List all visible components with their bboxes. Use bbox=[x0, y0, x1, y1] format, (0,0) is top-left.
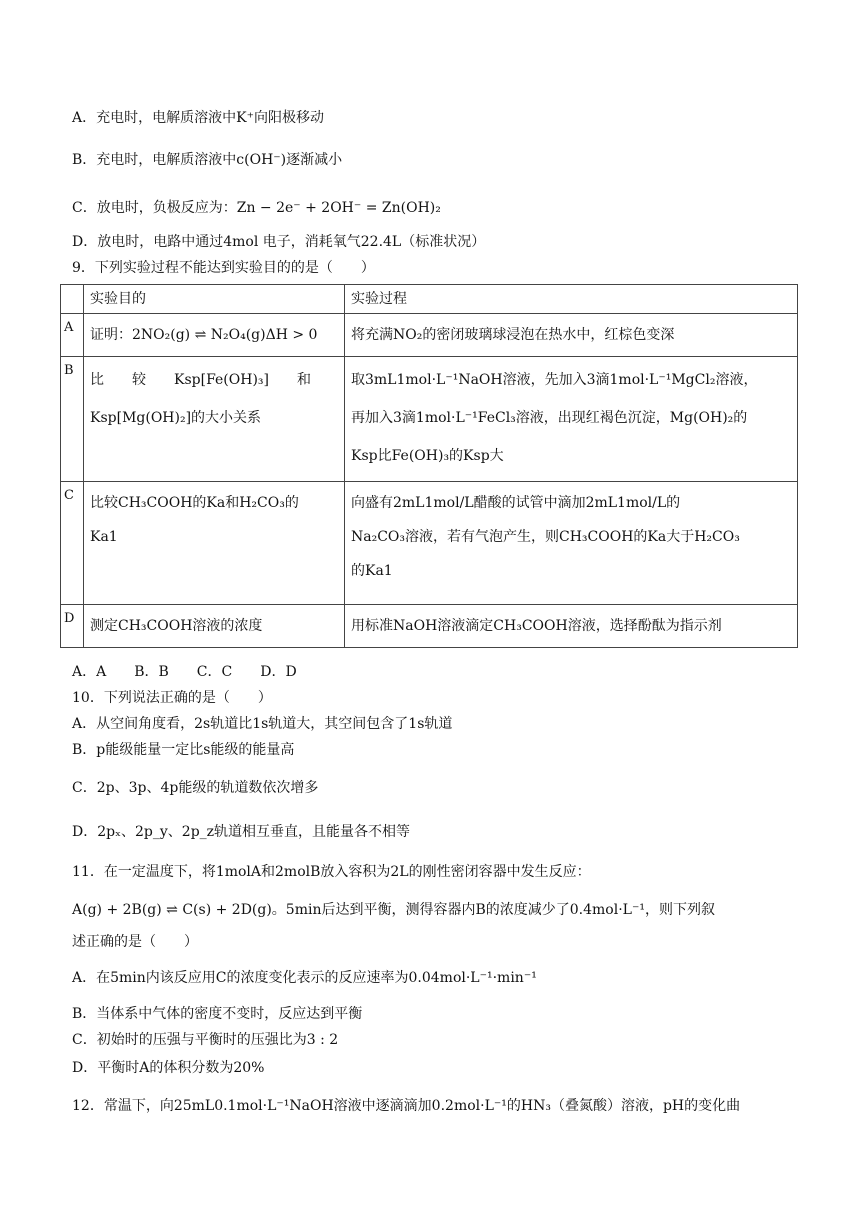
q8-option-c: C．放电时，负极反应为：Zn − 2e⁻ + 2OH⁻ = Zn(OH)₂ bbox=[72, 200, 441, 216]
q11-option-b: B．当体系中气体的密度不变时，反应达到平衡 bbox=[72, 1006, 363, 1022]
purpose-cell bbox=[84, 605, 345, 648]
table-row bbox=[61, 605, 798, 648]
q10-stem: 10．下列说法正确的是（ ） bbox=[72, 690, 272, 706]
table-header-row bbox=[61, 285, 798, 314]
row-label: C bbox=[61, 482, 84, 605]
q10-option-b: B．p能级能量一定比s能级的能量高 bbox=[72, 742, 295, 758]
row-label: A bbox=[61, 314, 84, 357]
q11-option-a: A．在5min内该反应用C的浓度变化表示的反应速率为0.04mol·L⁻¹·min⁻¹ bbox=[72, 970, 537, 986]
procedure-line: 再加入3滴1mol·L⁻¹FeCl₃溶液，出现红褐色沉淀，Mg(OH)₂的 bbox=[351, 410, 748, 426]
q10-option-d: D．2pₓ、2p_y、2p_z轨道相互垂直，且能量各不相等 bbox=[72, 824, 411, 840]
procedure-cell bbox=[345, 482, 798, 605]
purpose-cell bbox=[84, 314, 345, 357]
purpose-line: 比 较 Ksp[Fe(OH)₃] 和 bbox=[90, 372, 311, 388]
row-label: D bbox=[61, 605, 84, 648]
experiment-table bbox=[60, 284, 798, 648]
purpose-line: 测定CH₃COOH溶液的浓度 bbox=[90, 618, 263, 634]
procedure-line: 将充满NO₂的密闭玻璃球浸泡在热水中，红棕色变深 bbox=[351, 327, 675, 343]
purpose-line: Ka1 bbox=[90, 529, 118, 545]
q8-option-a: A．充电时，电解质溶液中K⁺向阳极移动 bbox=[72, 110, 324, 126]
q9-options: A．A B．B C．C D．D bbox=[72, 664, 297, 680]
q8-option-d: D．放电时，电路中通过4mol 电子，消耗氧气22.4L（标准状况） bbox=[72, 234, 486, 250]
q9-stem: 9．下列实验过程不能达到实验目的的是（ ） bbox=[72, 260, 375, 276]
procedure-cell bbox=[345, 605, 798, 648]
q11-stem-line: 述正确的是（ ） bbox=[72, 934, 198, 950]
procedure-cell bbox=[345, 314, 798, 357]
header-purpose: 实验目的 bbox=[84, 285, 345, 314]
procedure-line: Ksp比Fe(OH)₃的Ksp大 bbox=[351, 448, 504, 464]
procedure-line: 用标准NaOH溶液滴定CH₃COOH溶液，选择酚酞为指示剂 bbox=[351, 618, 722, 634]
procedure-line: 取3mL1mol·L⁻¹NaOH溶液，先加入3滴1mol·L⁻¹MgCl₂溶液， bbox=[351, 372, 758, 388]
q11-stem-line: A(g) + 2B(g) ⇌ C(s) + 2D(g)。5min后达到平衡，测得容器内B的浓度减少了0.4mol·L⁻¹，则下列叙 bbox=[72, 902, 715, 918]
q8-option-b: B．充电时，电解质溶液中c(OH⁻)逐渐减小 bbox=[72, 152, 343, 168]
q11-option-c: C．初始时的压强与平衡时的压强比为3 : 2 bbox=[72, 1032, 339, 1048]
procedure-line: 向盛有2mL1mol/L醋酸的试管中滴加2mL1mol/L的 bbox=[351, 495, 681, 511]
procedure-cell bbox=[345, 357, 798, 482]
purpose-cell bbox=[84, 357, 345, 482]
procedure-line: 的Ka1 bbox=[351, 563, 393, 579]
table-row bbox=[61, 482, 798, 605]
q11-option-d: D．平衡时A的体积分数为20% bbox=[72, 1060, 265, 1076]
q10-option-a: A．从空间角度看，2s轨道比1s轨道大，其空间包含了1s轨道 bbox=[72, 716, 453, 732]
q11-stem-line: 11．在一定温度下，将1molA和2molB放入容积为2L的刚性密闭容器中发生反应： bbox=[72, 864, 591, 880]
table-row bbox=[61, 314, 798, 357]
purpose-line: Ksp[Mg(OH)₂]的大小关系 bbox=[90, 410, 262, 426]
purpose-line: 证明：2NO₂(g) ⇌ N₂O₄(g)ΔH > 0 bbox=[90, 327, 318, 343]
purpose-line: 比较CH₃COOH的Ka和H₂CO₃的 bbox=[90, 495, 299, 511]
purpose-cell bbox=[84, 482, 345, 605]
table-row bbox=[61, 357, 798, 482]
header-index-cell bbox=[61, 285, 84, 314]
q12-stem: 12．常温下，向25mL0.1mol·L⁻¹NaOH溶液中逐滴滴加0.2mol·L⁻¹的HN₃（叠氮酸）溶液，pH的变化曲 bbox=[72, 1098, 741, 1114]
q10-option-c: C．2p、3p、4p能级的轨道数依次增多 bbox=[72, 780, 319, 796]
procedure-line: Na₂CO₃溶液，若有气泡产生，则CH₃COOH的Ka大于H₂CO₃ bbox=[351, 529, 740, 545]
header-procedure: 实验过程 bbox=[345, 285, 798, 314]
row-label: B bbox=[61, 357, 84, 482]
